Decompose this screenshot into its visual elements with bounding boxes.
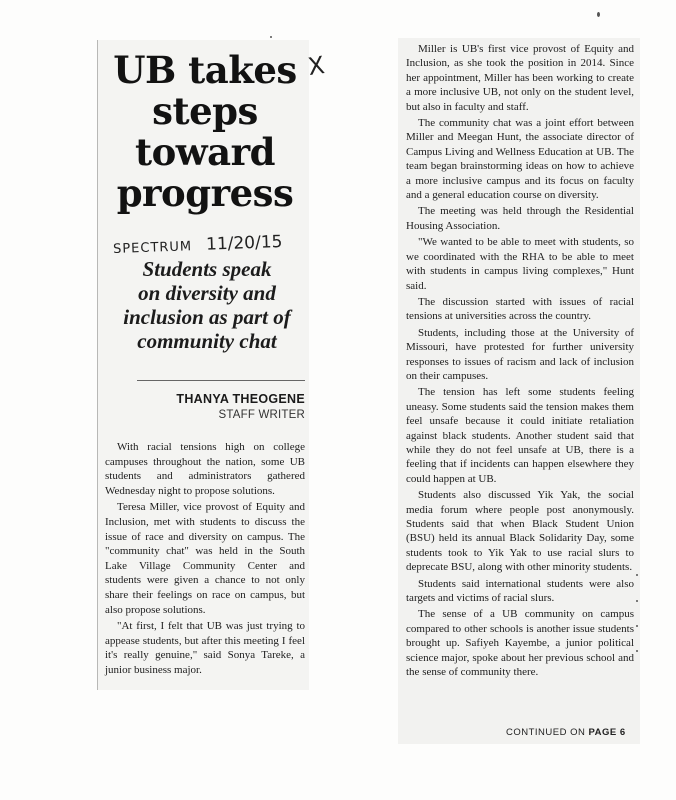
article-paragraph: "We wanted to be able to meet with students, so we coordinated with the RHA to be able to meet with students in campus living complexes," Hunt said.: [406, 236, 634, 292]
headline-line: toward: [135, 130, 275, 174]
scan-speck: [636, 650, 638, 652]
continued-page: PAGE 6: [588, 727, 626, 738]
article-paragraph: The meeting was held through the Residential Housing Association.: [406, 205, 634, 232]
handwritten-date: 11/20/15: [205, 232, 283, 255]
handwritten-source: SPECTRUM: [112, 239, 193, 257]
subheadline-line: inclusion as part of: [123, 305, 291, 329]
article-paragraph: The tension has left some students feeling uneasy. Some students said the tension makes them feel unsafe because it could initiate retaliation against black students. Another student said that while they do not feel unsafe at UB, there is a feeling that if incidents can happen elsewhere they could happen at UB.: [406, 386, 634, 485]
scan-speck: [636, 600, 638, 602]
scan-speck: [270, 36, 272, 38]
article-paragraph: Students, including those at the University of Missouri, have protested for further university responses to issues of racism and lack of inclusion on their campuses.: [406, 326, 634, 382]
subheadline-line: community chat: [137, 329, 277, 353]
article-paragraph: Miller is UB's first vice provost of Equity and Inclusion, as she took the position in 2014. Since her appointment, Miller has been working to create a more inclusive UB, not only on the student level, but also in faculty and staff.: [406, 43, 634, 113]
article-paragraph: The sense of a UB community on campus compared to other schools is another issue students brought up. Safiyeh Kayembe, a junior political science major, spoke about her previous school and the sense of community there.: [406, 608, 634, 679]
subheadline-line: on diversity and: [138, 281, 276, 305]
article-paragraph: The community chat was a joint effort between Miller and Meegan Hunt, the associate director of Campus Living and Wellness Education at UB. The team began brainstorming ideas on how to achieve a more inclusive campus and its focus on faculty and a general education course on diversity.: [406, 117, 634, 202]
headline-line: progress: [116, 171, 294, 215]
article-paragraph: With racial tensions high on college campuses throughout the nation, some UB students and administrators gathered Wednesday night to propose solutions.: [105, 441, 305, 497]
article-paragraph: Students also discussed Yik Yak, the social media forum where people post anonymously. Students said that when Black Student Union (BSU) held its annual Black Solidarity Day, some students took to Yik Yak to use racial slurs to deprecate BSU, along with other minority students.: [406, 489, 634, 574]
byline: [150, 392, 305, 421]
continued-prefix: CONTINUED ON: [506, 727, 586, 738]
handwritten-x-mark: X: [306, 50, 327, 82]
author-name: THANYA THEOGENE: [176, 392, 305, 406]
continued-note: [506, 727, 626, 738]
article-left-column: [105, 440, 305, 678]
article-right-column: [406, 42, 634, 679]
article-paragraph: The discussion started with issues of racial tensions at universities across the country.: [406, 295, 634, 323]
article-paragraph: "At first, I felt that UB was just trying to appease students, but after this meeting I feel it's really genuine," said Sonya Tareke, a junior business major.: [105, 620, 305, 676]
scan-speck: [636, 625, 638, 627]
headline-line: UB takes: [113, 48, 297, 92]
headline: [105, 50, 305, 214]
scan-speck: [597, 12, 600, 17]
subheadline: [102, 257, 312, 353]
author-role: STAFF WRITER: [218, 409, 305, 421]
subheadline-line: Students speak: [142, 257, 272, 281]
article-paragraph: Teresa Miller, vice provost of Equity and Inclusion, met with students to discuss the issue of race and diversity on campus. The "community chat" was held in the South Lake Village Community Center and students were given a chance to not only share their feelings on race on campus, but also propose solutions.: [105, 501, 305, 616]
headline-line: steps: [152, 89, 258, 133]
scan-speck: [636, 574, 638, 576]
byline-divider: [137, 380, 305, 381]
article-paragraph: Students said international students were also targets and victims of racial slurs.: [406, 577, 634, 605]
